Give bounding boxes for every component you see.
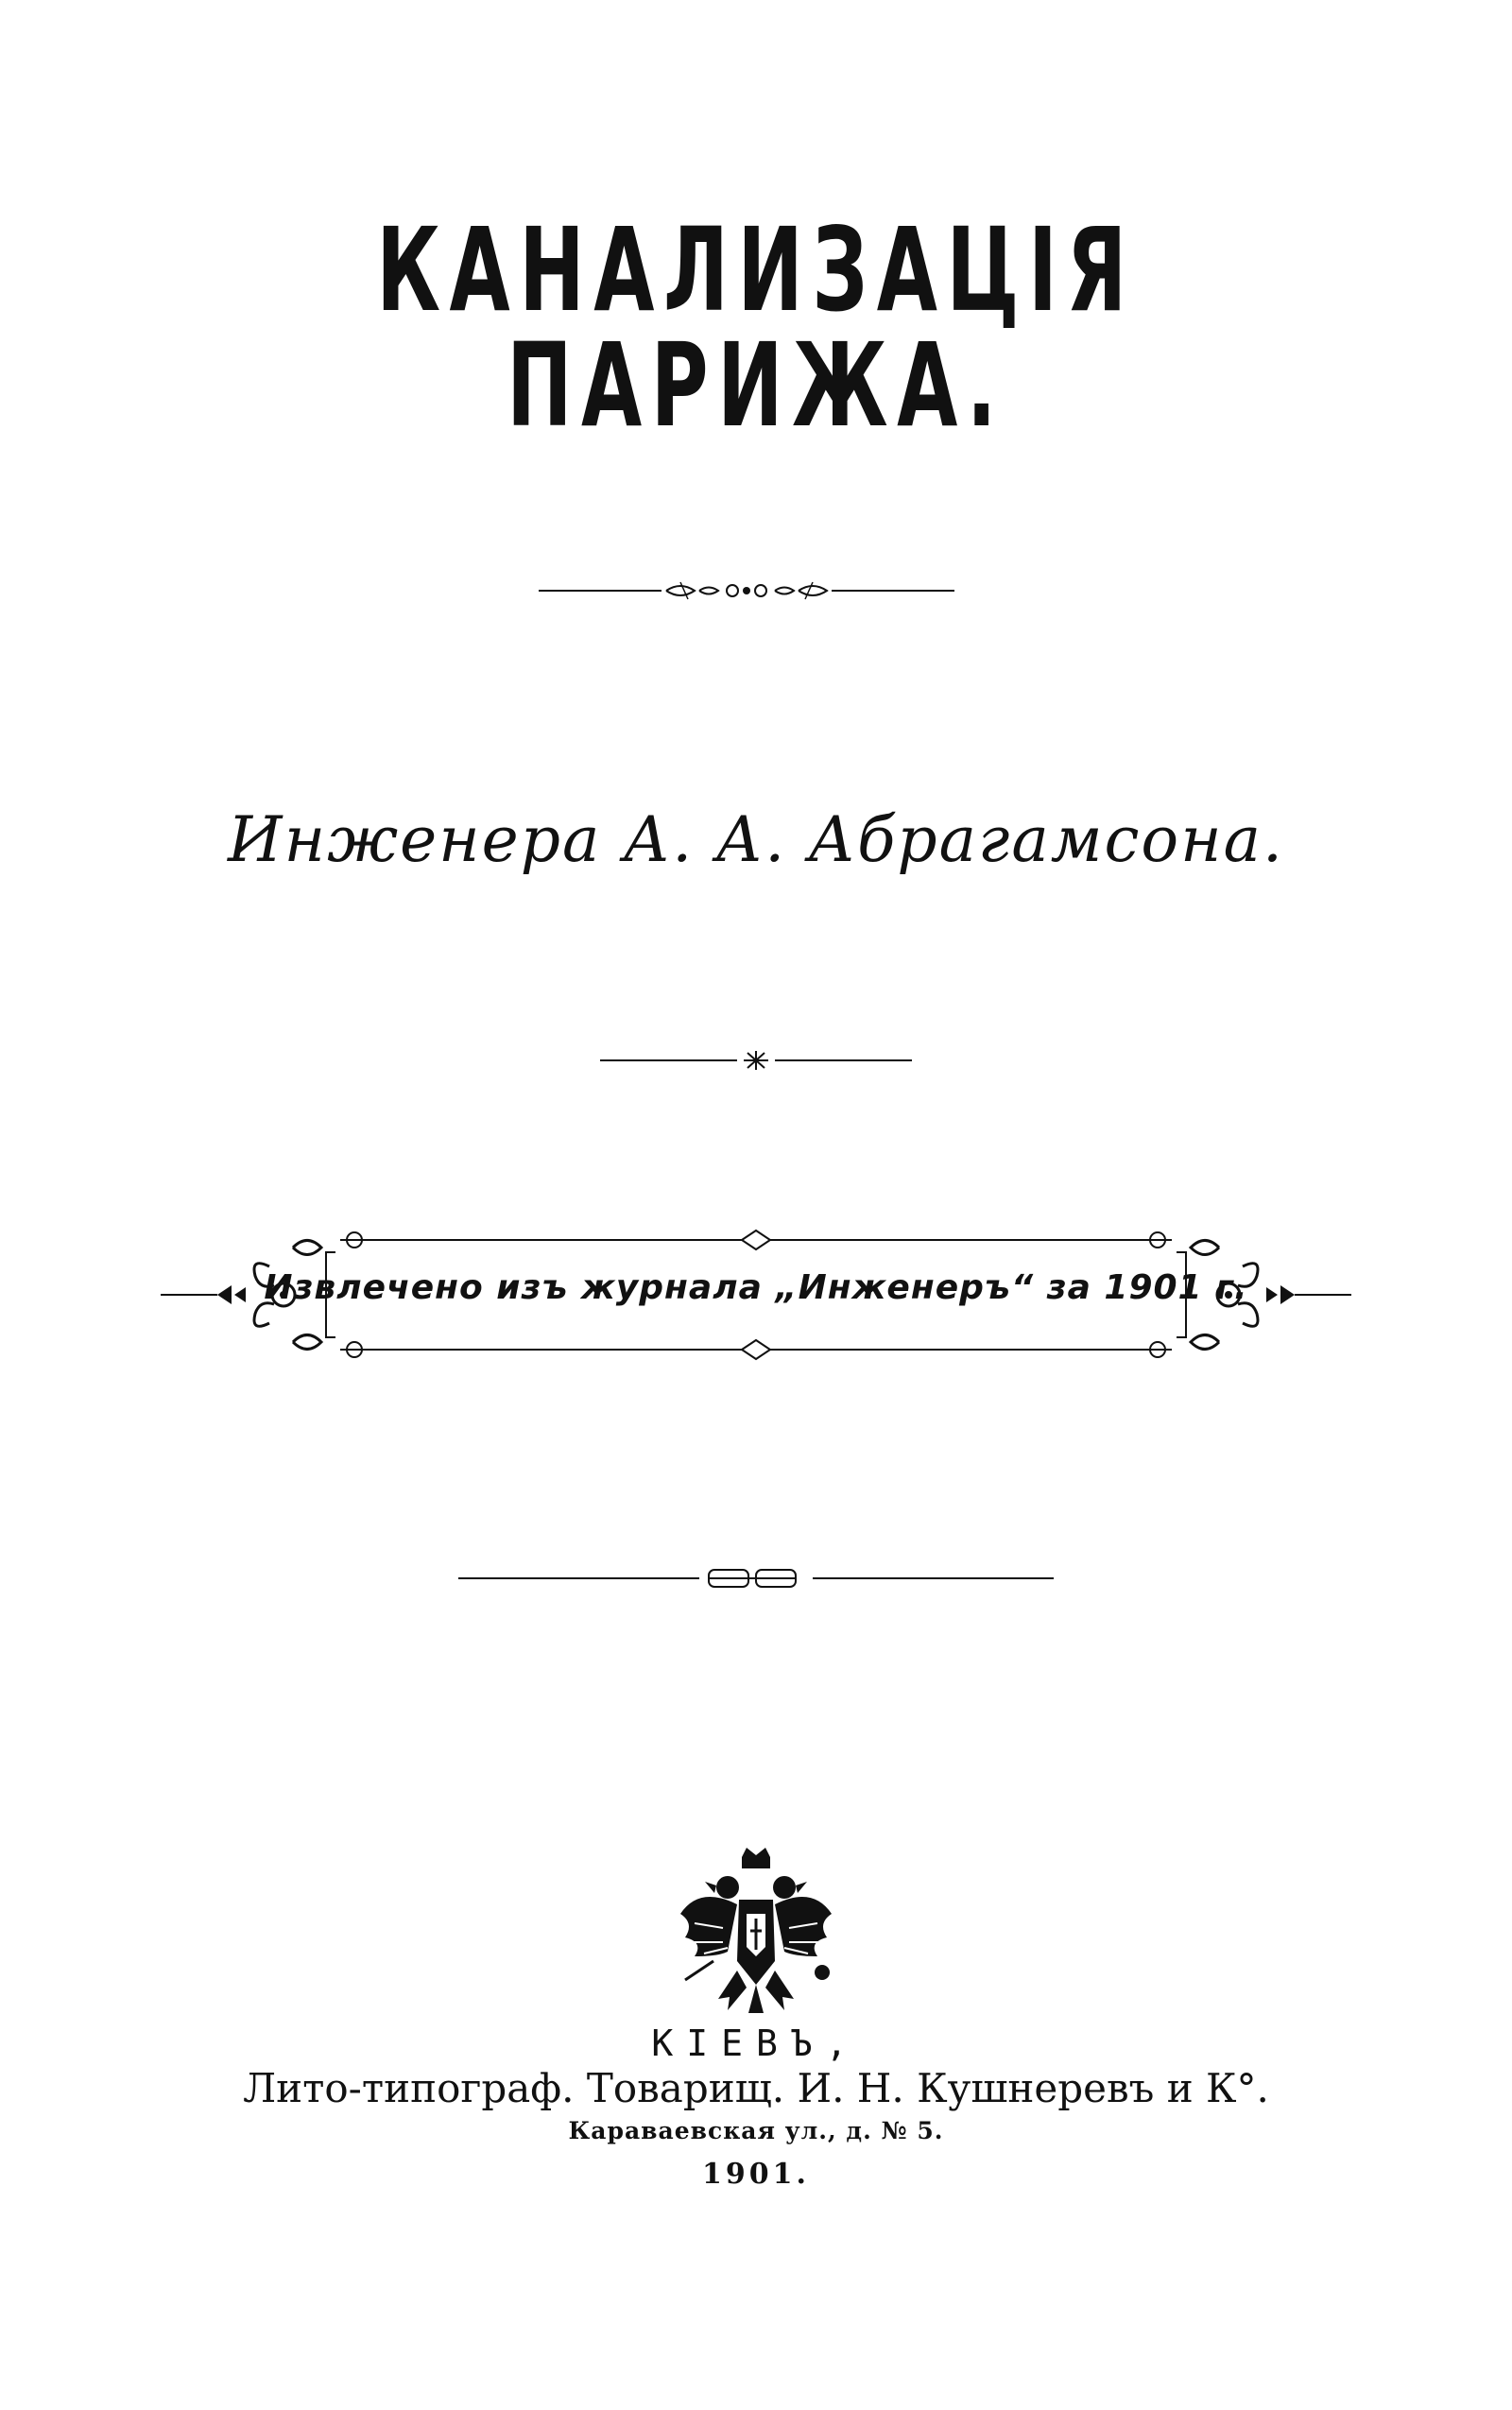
extract-note: Извлечено изъ журнала „Инженеръ“ за 1901 г. xyxy=(264,1268,1248,1307)
ornamental-divider-1 xyxy=(539,577,954,605)
printer-name: Лито-типограф. Товарищ. И. Н. Кушнеревъ и К°. xyxy=(243,2065,1269,2111)
publication-year: 1901. xyxy=(702,2158,810,2191)
author-line: Инженера А. А. Абрагамсона. xyxy=(228,803,1284,876)
page-title: КАНАЛИЗАЦІЯ ПАРИЖА. xyxy=(376,203,1136,453)
city-name: КІЕВЪ, xyxy=(651,2023,861,2064)
ornamental-divider-3 xyxy=(458,1564,1054,1592)
double-headed-eagle-icon xyxy=(671,1848,841,2018)
ornamental-divider-2 xyxy=(600,1049,912,1072)
printer-address: Караваевская ул., д. № 5. xyxy=(568,2117,944,2144)
